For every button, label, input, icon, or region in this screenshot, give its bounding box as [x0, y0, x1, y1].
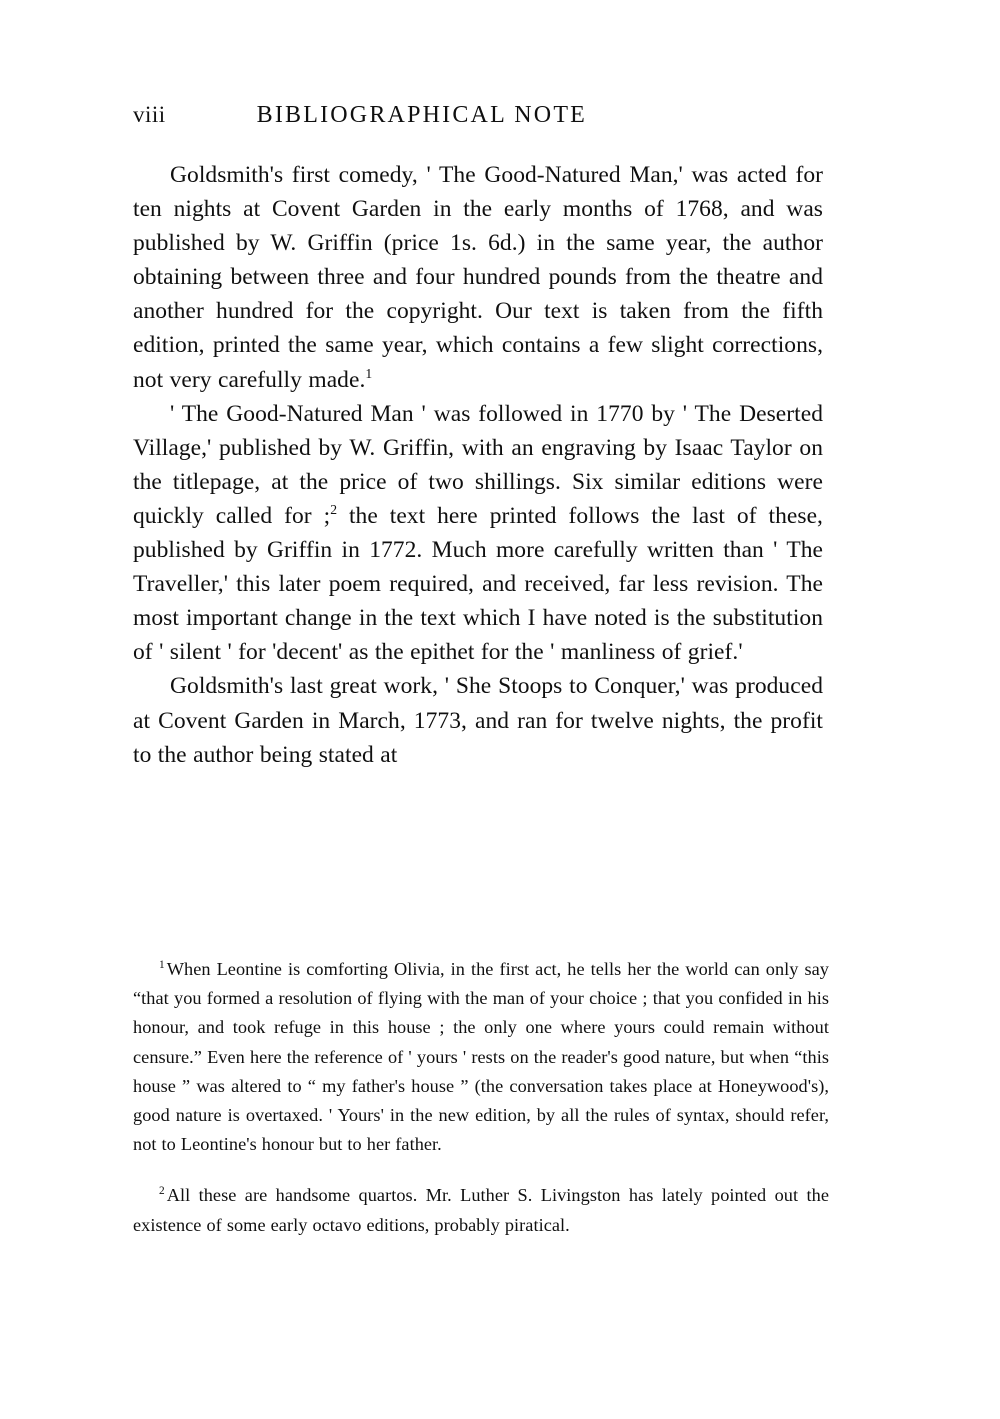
body-text [133, 158, 823, 772]
paragraph-1 [133, 158, 823, 397]
footnote-1-number: 1 [159, 958, 165, 971]
paragraph-3: Goldsmith's last great work, ' She Stoops to Conquer,' was produced at Covent Garden in March, 1773, and ran for twelve nights, the profit to the author being stated at [133, 673, 823, 768]
paragraph-1-text: Goldsmith's first comedy, ' The Good-Natured Man,' was acted for ten nights at Covent Garden in the early months of 1768, and was published by W. Griffin (price 1s. 6d.) in the same year, the author obtaining between three and four hundred pounds from the theatre and another hundred for the copyright. Our text is taken from the fifth edition, printed the same year, which contains a few slight corrections, not very carefully made. [133, 162, 823, 393]
footnote-2-number: 2 [159, 1185, 165, 1198]
footnote-1-text: When Leontine is comforting Olivia, in the first act, he tells her the world can only say “that you formed a resolution of flying with the man of your choice ; that you confided in his honour, and took refuge in this house ; the only one where yours could remain without censure.” Even here the reference of ' yours ' rests on the reader's good nature, but when “this house ” was altered to “ my father's house ” (the conversation takes place at Honeywood's), good nature is overtaxed. ' Yours' in the new edition, by all the rules of syntax, should refer, not to Leontine's honour but to her father. [133, 959, 829, 1155]
footnote-ref-2[interactable]: 2 [330, 502, 337, 518]
folio-number: viii [133, 102, 166, 127]
paragraph-2 [133, 397, 823, 670]
footnote-2 [133, 1181, 829, 1239]
paragraph-2-text-a: ' The Good-Natured Man ' was followed in 1770 by ' The Deserted Village,' published by W. Griffin, with an engraving by Isaac Taylor on the titlepage, at the price of two shillings. Six similar editions were quickly called for ; [133, 400, 823, 529]
running-head [133, 100, 828, 134]
footnote-block [133, 955, 829, 1240]
footnote-1 [133, 955, 829, 1159]
footnote-2-text: All these are handsome quartos. Mr. Luther S. Livingston has lately pointed out the existence of some early octavo editions, probably piratical. [133, 1185, 829, 1235]
footnote-ref-1[interactable]: 1 [365, 365, 373, 381]
page-title: BIBLIOGRAPHICAL NOTE [256, 102, 588, 128]
paragraph-2-text-b: the text here printed follows the last of these, published by Griffin in 1772. Much more carefully written than ' The Traveller,' this later poem required, and received, far less revision. The most important change in the text which I have noted is the substitution of ' silent ' for 'decent' as the epithet for the ' manliness of grief.' [133, 502, 823, 666]
